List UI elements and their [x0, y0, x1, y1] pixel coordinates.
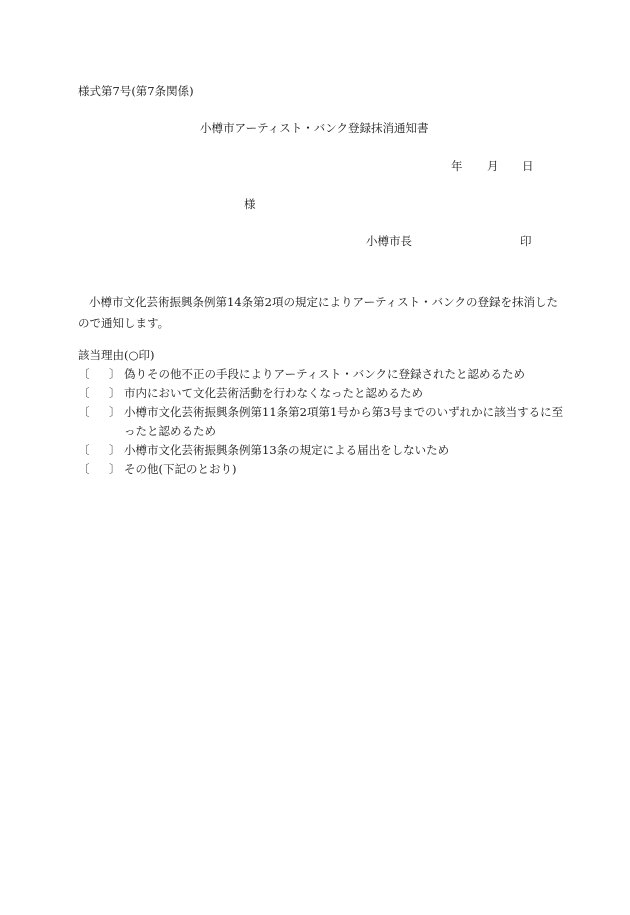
- reason-checkbox[interactable]: 〔 〕: [78, 462, 125, 476]
- reason-checkbox[interactable]: 〔 〕: [78, 443, 125, 457]
- reason-item: [78, 441, 568, 460]
- document-title: 小樽市アーティスト・バンク登録抹消通知書: [200, 121, 429, 135]
- reason-text: その他(下記のとおり): [124, 462, 237, 476]
- reason-checkbox[interactable]: 〔 〕: [78, 386, 125, 400]
- issuer-name: 小樽市長: [366, 234, 412, 248]
- form-number: 様式第7号(第7条関係): [78, 84, 194, 98]
- reason-item: [78, 403, 568, 440]
- seal-mark: 印: [520, 234, 532, 248]
- reason-checkbox[interactable]: 〔 〕: [78, 405, 125, 419]
- notice-body: 小樽市文化芸術振興条例第14条第2項の規定によりアーティスト・バンクの登録を抹消したので通知します。: [78, 295, 558, 330]
- date-month-label: 月: [487, 159, 499, 173]
- reason-item: [78, 384, 568, 403]
- addressee-suffix: 様: [244, 197, 256, 211]
- reasons-heading: 該当理由(○印): [78, 348, 155, 362]
- reason-text: 市内において文化芸術活動を行わなくなったと認めるため: [124, 386, 423, 400]
- date-year-label: 年: [451, 159, 463, 173]
- date-day-label: 日: [522, 159, 534, 173]
- reason-text: 小樽市文化芸術振興条例第11条第2項第1号から第3号までのいずれかに該当するに至ったと認めるため: [124, 405, 564, 438]
- reason-checkbox[interactable]: 〔 〕: [78, 367, 125, 381]
- reason-text: 小樽市文化芸術振興条例第13条の規定による届出をしないため: [124, 443, 450, 457]
- reason-text: 偽りその他不正の手段によりアーティスト・バンクに登録されたと認めるため: [124, 367, 526, 381]
- reason-item: [78, 365, 568, 384]
- reason-item: [78, 460, 568, 479]
